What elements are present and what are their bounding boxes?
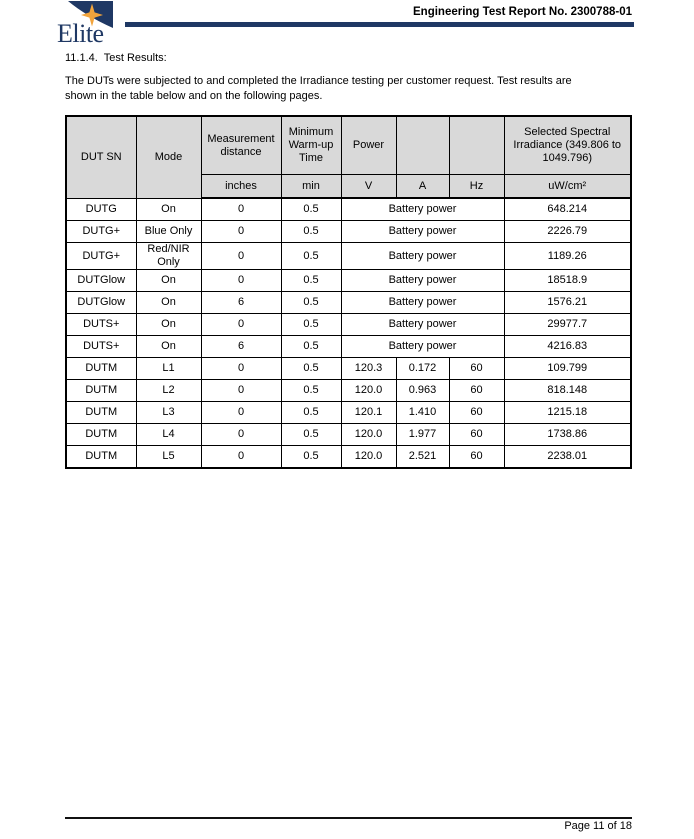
cell-warmup: 0.5 [281,221,341,243]
unit-warmup: min [281,175,341,199]
cell-dut-sn: DUTM [66,424,136,446]
cell-mode: L2 [136,380,201,402]
report-title: Engineering Test Report No. 2300788-01 [413,6,632,18]
intro-paragraph [65,74,640,103]
cell-dut-sn: DUTS+ [66,314,136,336]
intro-line-2: shown in the table below and on the following pages. [65,89,323,102]
table-row [66,446,631,469]
unit-amps: A [396,175,449,199]
cell-dut-sn: DUTM [66,380,136,402]
cell-mode: On [136,270,201,292]
test-results-table [65,115,632,469]
cell-distance: 0 [201,446,281,469]
elite-logo [57,1,115,47]
cell-freq: 60 [449,424,504,446]
cell-freq: 60 [449,446,504,469]
footer-rule [65,817,632,819]
page-number: Page 11 of 18 [564,820,632,832]
cell-distance: 0 [201,270,281,292]
cell-irradiance: 648.214 [504,198,631,221]
cell-warmup: 0.5 [281,270,341,292]
cell-amps: 1.977 [396,424,449,446]
unit-volts: V [341,175,396,199]
cell-distance: 6 [201,292,281,314]
cell-dut-sn: DUTS+ [66,336,136,358]
unit-freq: Hz [449,175,504,199]
cell-power: Battery power [341,314,504,336]
logo-wordmark: Elite [57,19,104,48]
cell-mode: On [136,292,201,314]
col-header-dut-sn: DUT SN [66,116,136,198]
cell-warmup: 0.5 [281,402,341,424]
cell-amps: 0.963 [396,380,449,402]
table-row [66,424,631,446]
table-row [66,243,631,270]
cell-irradiance: 29977.7 [504,314,631,336]
cell-volts: 120.0 [341,380,396,402]
table-row [66,270,631,292]
cell-volts: 120.1 [341,402,396,424]
cell-distance: 0 [201,402,281,424]
table-row [66,358,631,380]
cell-volts: 120.3 [341,358,396,380]
col-header-irradiance: Selected Spectral Irradiance (349.806 to 1049.796) [504,116,631,175]
unit-irradiance: uW/cm² [504,175,631,199]
col-header-warmup: Minimum Warm-up Time [281,116,341,175]
cell-warmup: 0.5 [281,198,341,221]
table-header-row [66,116,631,175]
cell-freq: 60 [449,402,504,424]
table-row [66,292,631,314]
cell-warmup: 0.5 [281,314,341,336]
cell-power: Battery power [341,221,504,243]
table-row [66,402,631,424]
cell-warmup: 0.5 [281,446,341,469]
table-row [66,380,631,402]
cell-mode: L1 [136,358,201,380]
table-row [66,336,631,358]
cell-distance: 0 [201,424,281,446]
cell-mode: Red/NIR Only [136,243,201,270]
intro-line-1: The DUTs were subjected to and completed the Irradiance testing per customer request. Test results are [65,75,572,87]
cell-dut-sn: DUTG+ [66,221,136,243]
cell-mode: Blue Only [136,221,201,243]
col-header-power: Power [341,116,396,175]
cell-dut-sn: DUTG [66,198,136,221]
cell-warmup: 0.5 [281,358,341,380]
cell-dut-sn: DUTM [66,446,136,469]
cell-irradiance: 1215.18 [504,402,631,424]
unit-distance: inches [201,175,281,199]
cell-mode: L5 [136,446,201,469]
cell-distance: 0 [201,198,281,221]
cell-irradiance: 109.799 [504,358,631,380]
col-header-distance: Measurement distance [201,116,281,175]
cell-volts: 120.0 [341,424,396,446]
cell-freq: 60 [449,380,504,402]
table-row [66,221,631,243]
cell-distance: 0 [201,380,281,402]
cell-distance: 6 [201,336,281,358]
cell-irradiance: 1189.26 [504,243,631,270]
cell-irradiance: 2238.01 [504,446,631,469]
cell-mode: On [136,336,201,358]
col-header-mode: Mode [136,116,201,198]
cell-distance: 0 [201,314,281,336]
cell-dut-sn: DUTGlow [66,270,136,292]
cell-mode: On [136,198,201,221]
cell-power: Battery power [341,292,504,314]
cell-amps: 2.521 [396,446,449,469]
cell-dut-sn: DUTGlow [66,292,136,314]
cell-dut-sn: DUTM [66,402,136,424]
cell-amps: 1.410 [396,402,449,424]
cell-mode: L4 [136,424,201,446]
cell-warmup: 0.5 [281,380,341,402]
cell-irradiance: 818.148 [504,380,631,402]
cell-warmup: 0.5 [281,424,341,446]
table-row [66,198,631,221]
cell-warmup: 0.5 [281,292,341,314]
cell-irradiance: 18518.9 [504,270,631,292]
cell-power: Battery power [341,270,504,292]
cell-distance: 0 [201,221,281,243]
cell-distance: 0 [201,358,281,380]
col-header-blank-hz [449,116,504,175]
cell-mode: On [136,314,201,336]
table-row [66,314,631,336]
cell-irradiance: 1738.86 [504,424,631,446]
section-heading: 11.1.4. Test Results: [65,52,167,64]
cell-warmup: 0.5 [281,336,341,358]
col-header-blank-a [396,116,449,175]
cell-distance: 0 [201,243,281,270]
cell-power: Battery power [341,198,504,221]
cell-dut-sn: DUTM [66,358,136,380]
cell-warmup: 0.5 [281,243,341,270]
cell-dut-sn: DUTG+ [66,243,136,270]
header-rule [125,22,634,27]
cell-irradiance: 4216.83 [504,336,631,358]
cell-power: Battery power [341,243,504,270]
cell-mode: L3 [136,402,201,424]
cell-volts: 120.0 [341,446,396,469]
cell-freq: 60 [449,358,504,380]
cell-irradiance: 2226.79 [504,221,631,243]
cell-amps: 0.172 [396,358,449,380]
cell-irradiance: 1576.21 [504,292,631,314]
cell-power: Battery power [341,336,504,358]
